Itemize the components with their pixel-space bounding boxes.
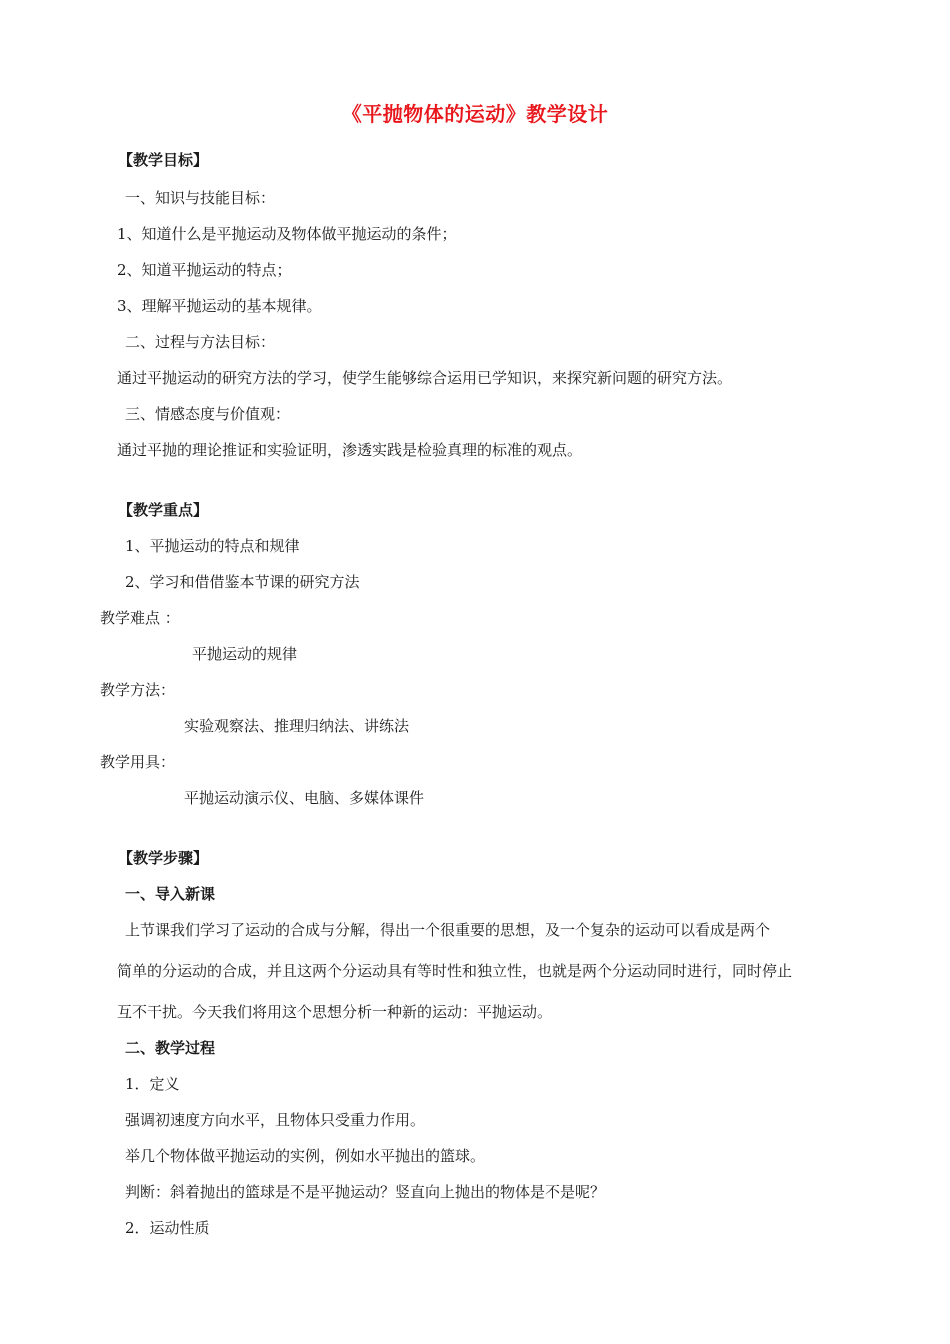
intro-line-2: 简单的分运动的合成，并且这两个分运动具有等时性和独立性，也就是两个分运动同时进行，同时停止 [117, 962, 793, 980]
example-text: 举几个物体做平抛运动的实例，例如水平抛出的篮球。 [125, 1147, 486, 1165]
emotion-goal-text: 通过平抛的理论推证和实验证明，渗透实践是检验真理的标准的观点。 [117, 441, 583, 459]
knowledge-item-3: 3、理解平抛运动的基本规律。 [117, 297, 322, 315]
key-points-heading: 【教学重点】 [118, 501, 209, 519]
intro-line-3: 互不干扰。今天我们将用这个思想分析一种新的运动：平抛运动。 [117, 1003, 553, 1021]
motion-nature-heading: 2．运动性质 [125, 1219, 210, 1237]
tools-label: 教学用具： [100, 753, 176, 771]
definition-text: 强调初速度方向水平，且物体只受重力作用。 [125, 1111, 426, 1129]
knowledge-item-2: 2、知道平抛运动的特点； [117, 261, 292, 279]
key-point-2: 2、学习和借借鉴本节课的研究方法 [125, 573, 360, 591]
difficulty-text: 平抛运动的规律 [192, 645, 298, 663]
knowledge-item-1: 1、知道什么是平抛运动及物体做平抛运动的条件； [117, 225, 457, 243]
document-title: 《平抛物体的运动》教学设计 [341, 102, 609, 126]
method-text: 实验观察法、推理归纳法、讲练法 [184, 717, 410, 735]
difficulty-label: 教学难点 ： [100, 609, 180, 627]
intro-heading: 一、导入新课 [125, 885, 216, 903]
process-heading: 二、教学过程 [125, 1039, 216, 1057]
tools-text: 平抛运动演示仪、电脑、多媒体课件 [184, 789, 425, 807]
knowledge-heading: 一、知识与技能目标： [125, 189, 276, 207]
objectives-heading: 【教学目标】 [118, 151, 209, 169]
method-label: 教学方法： [100, 681, 176, 699]
emotion-goal-heading: 三、情感态度与价值观： [125, 405, 291, 423]
judgment-text: 判断：斜着抛出的篮球是不是平抛运动？竖直向上抛出的物体是不是呢？ [125, 1183, 606, 1201]
steps-heading: 【教学步骤】 [118, 849, 209, 867]
process-goal-heading: 二、过程与方法目标： [125, 333, 276, 351]
intro-line-1: 上节课我们学习了运动的合成与分解，得出一个很重要的思想，及一个复杂的运动可以看成是两个 [125, 921, 771, 939]
process-goal-text: 通过平抛运动的研究方法的学习，使学生能够综合运用已学知识，来探究新问题的研究方法。 [117, 369, 733, 387]
definition-heading: 1．定义 [125, 1075, 180, 1093]
key-point-1: 1、平抛运动的特点和规律 [125, 537, 300, 555]
